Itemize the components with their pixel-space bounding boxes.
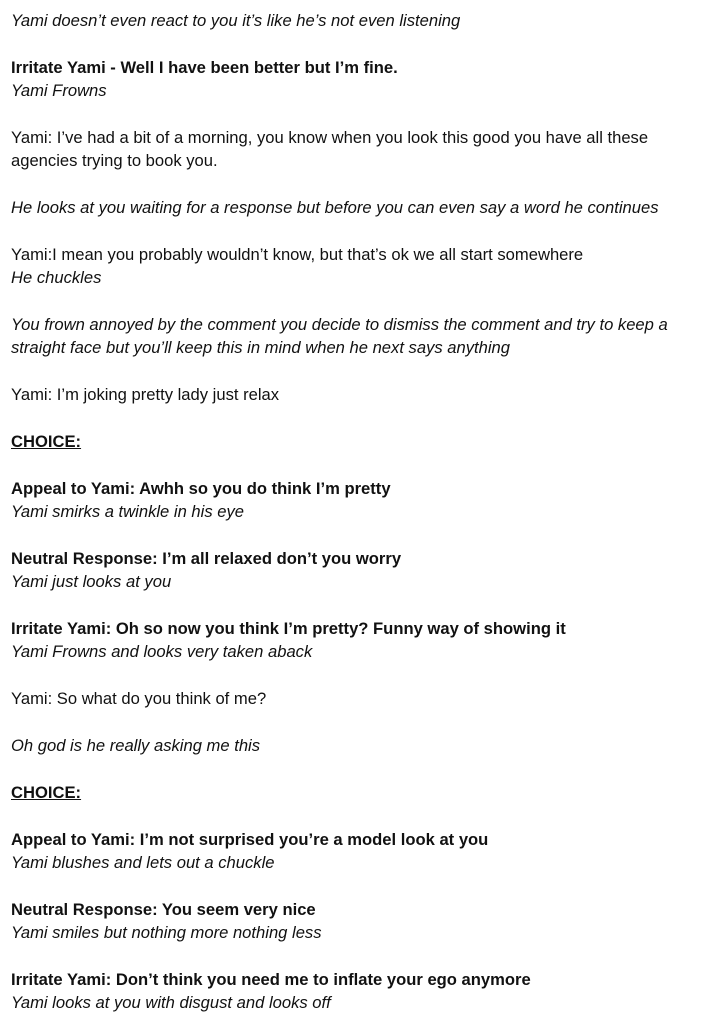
reaction-line: He chuckles <box>11 268 102 287</box>
reaction-line: Yami looks at you with disgust and looks off <box>11 993 331 1012</box>
choice-heading: CHOICE: <box>11 783 82 802</box>
neutral-choice-line: Neutral Response: I’m all relaxed don’t you worry <box>11 549 402 568</box>
reaction-line: Yami just looks at you <box>11 572 172 591</box>
neutral-choice-line: Neutral Response: You seem very nice <box>11 900 316 919</box>
narration-line: He looks at you waiting for a response but before you can even say a word he continues <box>11 198 659 217</box>
narration-line: You frown annoyed by the comment you decide to dismiss the comment and try to keep a straight face but you’ll keep this in mind when he next says anything <box>11 315 668 357</box>
narration-line: Yami doesn’t even react to you it’s like he’s not even listening <box>11 11 461 30</box>
reaction-line: Yami Frowns and looks very taken aback <box>11 642 313 661</box>
irritate-choice-line: Irritate Yami: Don’t think you need me to inflate your ego anymore <box>11 970 531 989</box>
reaction-line: Yami blushes and lets out a chuckle <box>11 853 275 872</box>
dialogue-line: Yami: So what do you think of me? <box>11 689 267 708</box>
narration-line: Oh god is he really asking me this <box>11 736 261 755</box>
dialogue-line: Yami: I’ve had a bit of a morning, you know when you look this good you have all these agencies trying to book you. <box>11 128 649 170</box>
reaction-line: Yami Frowns <box>11 81 107 100</box>
reaction-line: Yami smiles but nothing more nothing less <box>11 923 322 942</box>
appeal-choice-line: Appeal to Yami: I’m not surprised you’re a model look at you <box>11 830 489 849</box>
irritate-choice-line: Irritate Yami - Well I have been better but I’m fine. <box>11 58 398 77</box>
appeal-choice-line: Appeal to Yami: Awhh so you do think I’m pretty <box>11 479 391 498</box>
dialogue-line: Yami:I mean you probably wouldn’t know, but that’s ok we all start somewhere <box>11 245 584 264</box>
irritate-choice-line: Irritate Yami: Oh so now you think I’m pretty? Funny way of showing it <box>11 619 566 638</box>
reaction-line: Yami smirks a twinkle in his eye <box>11 502 244 521</box>
dialogue-line: Yami: I’m joking pretty lady just relax <box>11 385 280 404</box>
choice-heading: CHOICE: <box>11 432 82 451</box>
